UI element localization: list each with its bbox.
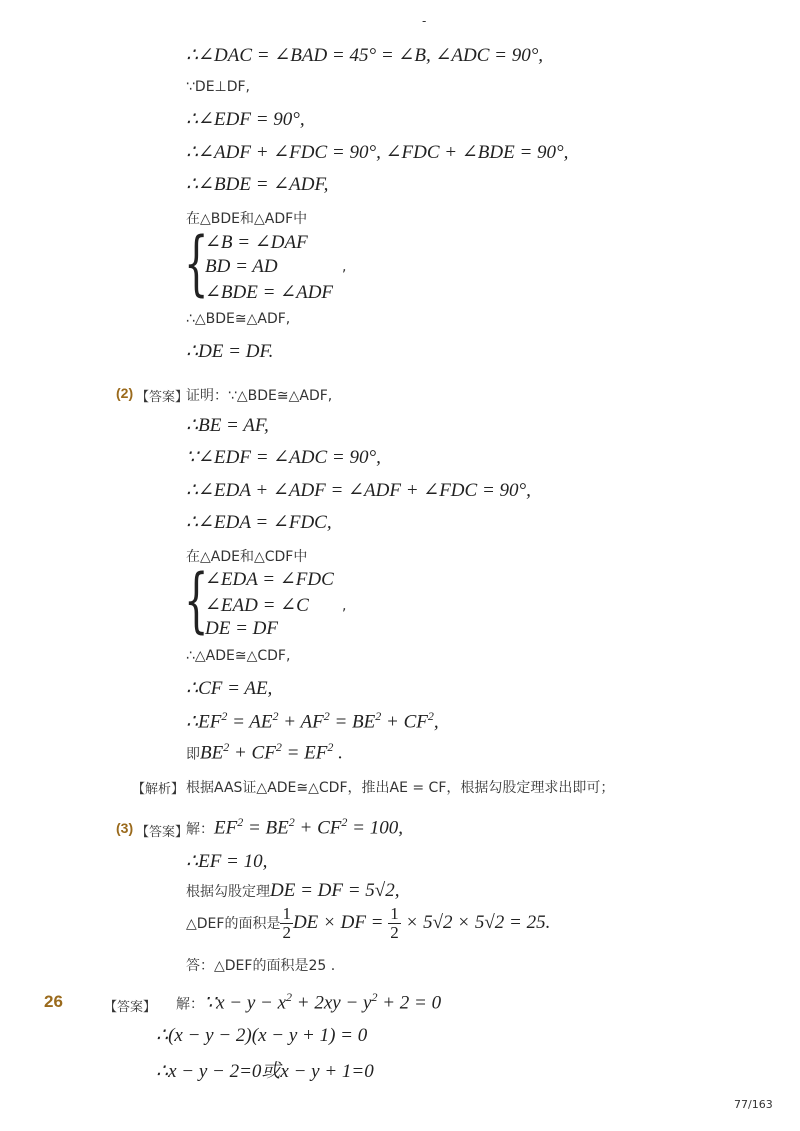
congruent-1: ∴△BDE≅△ADF,: [186, 311, 291, 327]
question-26-answer-tag: 【答案】: [104, 1000, 157, 1015]
proof-line-3: ∴∠EDF = 90°,: [186, 109, 305, 130]
fraction-one-half-2: $\frac{1}{2}$: [390, 904, 399, 942]
in-triangles-2: 在△ADE和△CDF中: [186, 549, 308, 565]
question-26-intro: 解：∵x − $y - x^2 + 2xy - y^2 + 2 = 0$: [176, 990, 442, 1014]
area-tail: × 5√2 × 5√2 = 25.: [405, 911, 551, 933]
in-triangles-1: 在△BDE和△ADF中: [186, 211, 308, 227]
part-3-pyth-line: 根据勾股定理DE = DF = 5√2,: [186, 880, 400, 901]
analysis-text: 根据AAS证△ADE≅△CDF，推出AE = CF，根据勾股定理求出即可；: [186, 780, 615, 796]
question-26-line-2: ∴(x − y − 2)(x − y + 1) = 0: [156, 1025, 368, 1046]
part-3-area-line: [186, 905, 550, 942]
system-2-eq-1: ∠EDA = ∠FDC: [205, 569, 334, 590]
part-2-line-2: ∵∠EDF = ∠ADC = 90°,: [186, 447, 381, 468]
system-2-comma: ,: [342, 598, 347, 614]
analysis-tag: 【解析】: [132, 782, 185, 797]
proof-line-1: ∴∠DAC = ∠BAD = 45° = ∠B, ∠ADC = 90°,: [186, 45, 544, 66]
proof-line-4: ∴∠ADF + ∠FDC = 90°, ∠FDC + ∠BDE = 90°,: [186, 142, 569, 163]
area-prefix: △DEF的面积是: [186, 915, 281, 932]
part-2-intro: 证明：∵△BDE≅△ADF,: [186, 388, 333, 404]
system-2-eq-2: ∠EAD = ∠C: [205, 595, 309, 616]
part-2-line-3: ∴∠EDA + ∠ADF = ∠ADF + ∠FDC = 90°,: [186, 480, 531, 501]
page-number: 77/163: [734, 1098, 773, 1111]
part-2-line-1: ∴BE = AF,: [186, 415, 269, 436]
system-1-eq-1: ∠B = ∠DAF: [205, 232, 308, 253]
part-3-number: (3): [116, 820, 134, 836]
proof-line-2: ∵DE⊥DF,: [186, 79, 251, 95]
question-26-number: 26: [44, 992, 63, 1011]
part-3-intro: 解：$EF^2 = BE^2 + CF^2 = 100$,: [186, 815, 403, 839]
header-mark: -: [422, 14, 427, 28]
congruent-2: ∴△ADE≅△CDF,: [186, 648, 291, 664]
part-3-answer: 答：△DEF的面积是25 .: [186, 958, 336, 974]
part-2-line-4: ∴∠EDA = ∠FDC,: [186, 512, 332, 533]
part-2-final-line: 即$BE^2 + CF^2 = EF^2$ .: [186, 740, 343, 764]
system-2-eq-3: DE = DF: [205, 618, 278, 639]
system-1-eq-2: BD = AD: [205, 256, 278, 277]
part-3-ef-line: ∴EF = 10,: [186, 851, 268, 872]
system-1-comma: ,: [342, 259, 347, 275]
system-brace-1: {: [184, 222, 209, 304]
fraction-one-half: $\frac{1}{2}$: [282, 904, 291, 942]
part-2-answer-tag: 【答案】: [136, 390, 189, 405]
system-1-eq-3: ∠BDE = ∠ADF: [205, 282, 334, 303]
proof-line-5: ∴∠BDE = ∠ADF,: [186, 174, 329, 195]
part-2-cf-line: ∴CF = AE,: [186, 678, 273, 699]
part-3-answer-tag: 【答案】: [136, 825, 189, 840]
part-2-number: (2): [116, 385, 134, 401]
part-2-ef-line: $\therefore EF^2 = AE^2 + AF^2 = BE^2 + CF^2$,: [186, 709, 439, 733]
conclusion-1: ∴DE = DF.: [186, 341, 274, 362]
question-26-line-3: ∴x − y − 2=0或x − y + 1=0: [156, 1061, 374, 1082]
system-brace-2: {: [184, 559, 209, 641]
area-mid: DE × DF =: [292, 911, 384, 933]
